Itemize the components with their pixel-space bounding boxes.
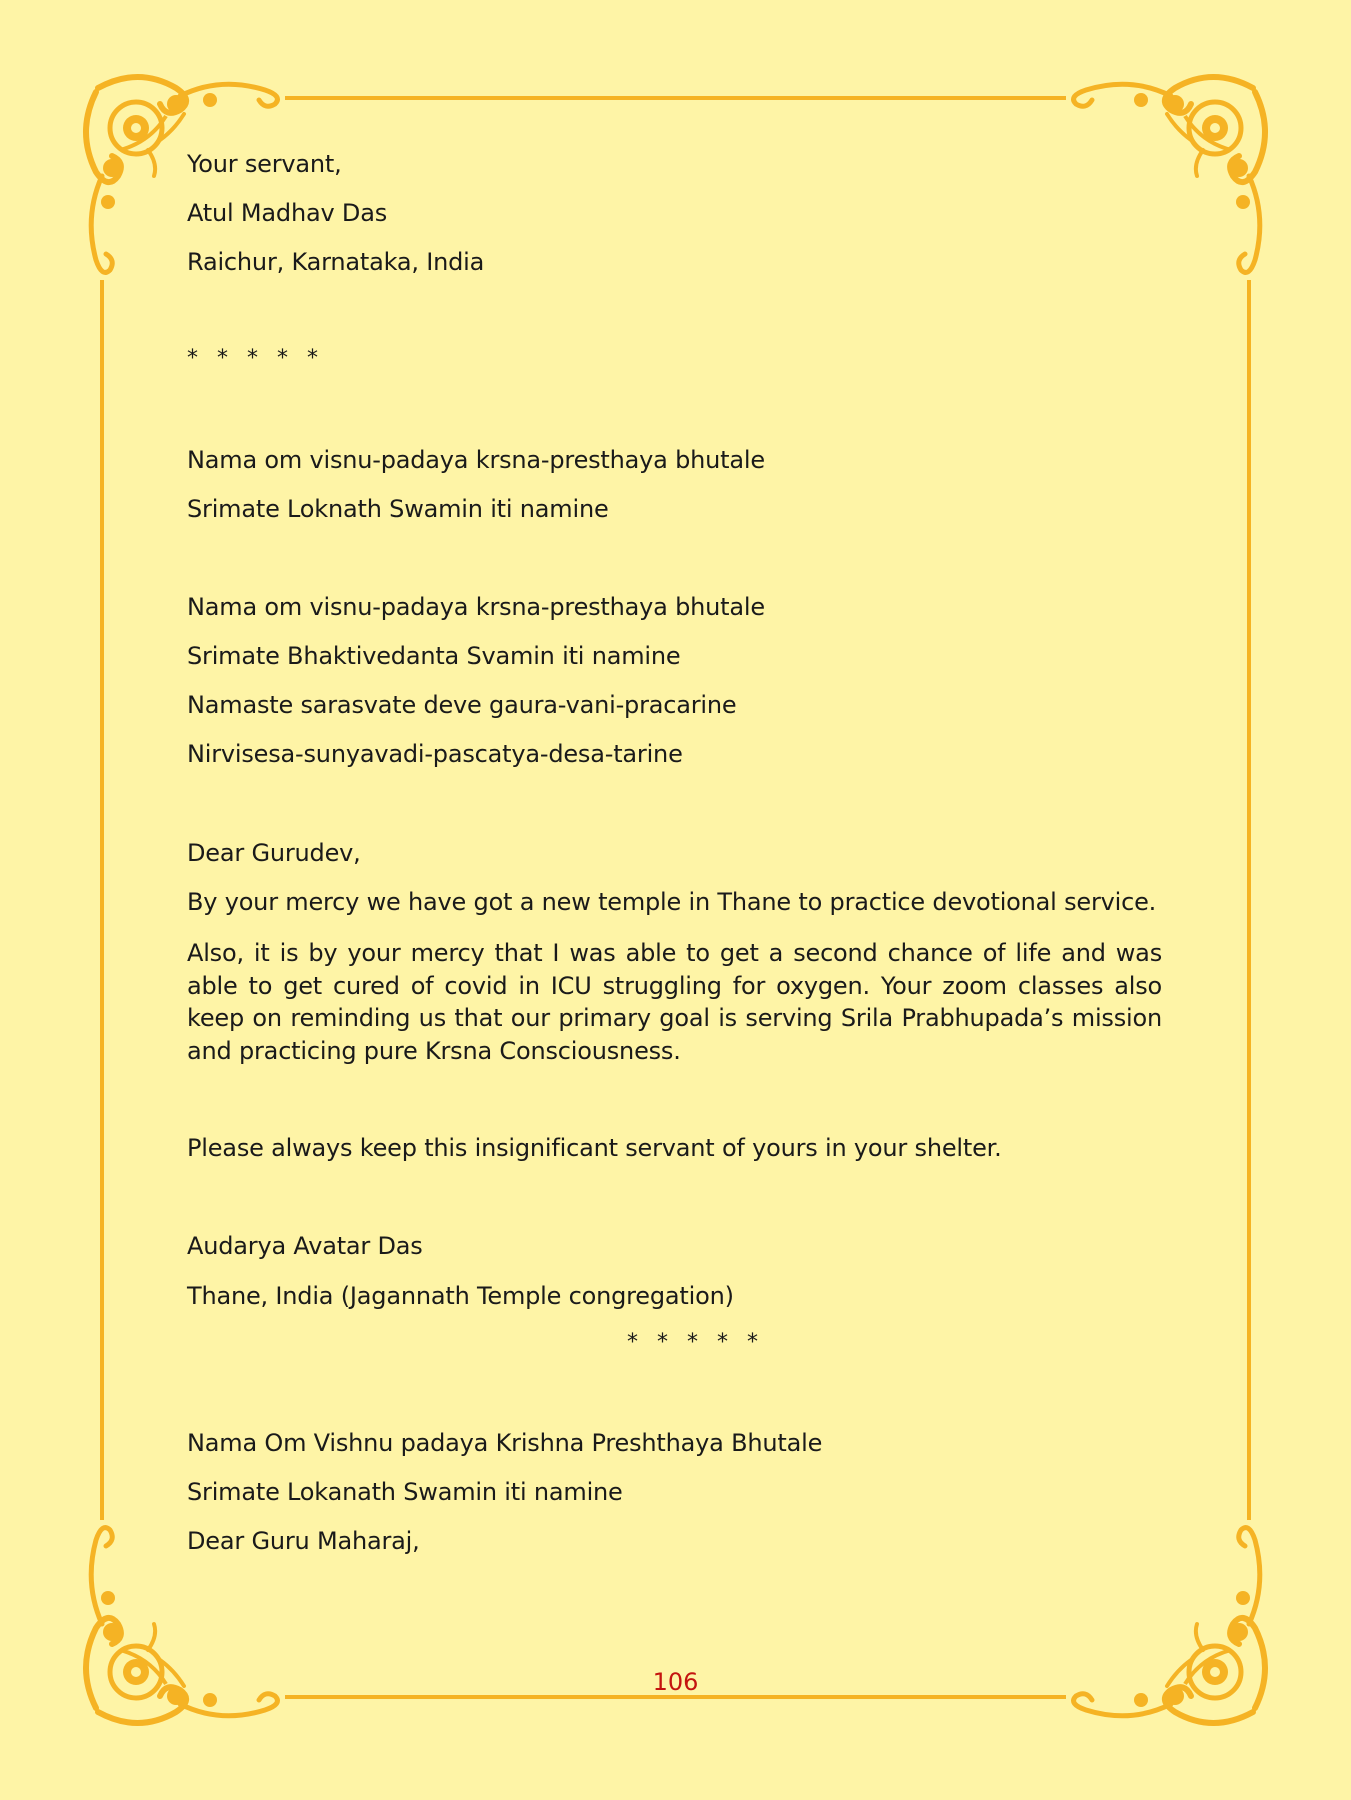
prayer-line: Srimate Bhaktivedanta Svamin iti namine [187, 642, 681, 670]
prayer-line: Nama om visnu-padaya krsna-presthaya bhutale [187, 446, 765, 474]
section-separator: * * * * * [627, 1330, 764, 1355]
letter-greeting: Dear Guru Maharaj, [187, 1527, 420, 1555]
page-number: 106 [652, 1668, 699, 1696]
letter-paragraph: By your mercy we have got a new temple in Thane to practice devotional service. [187, 888, 1157, 916]
signatory-name: Audarya Avatar Das [187, 1232, 423, 1260]
signatory-place: Raichur, Karnataka, India [187, 248, 485, 276]
signatory-place: Thane, India (Jagannath Temple congregation) [187, 1282, 734, 1310]
prayer-line: Srimate Loknath Swamin iti namine [187, 495, 609, 523]
prayer-line: Srimate Lokanath Swamin iti namine [187, 1478, 623, 1506]
prayer-line: Nirvisesa-sunyavadi-pascatya-desa-tarine [187, 740, 683, 768]
letter-paragraph: Please always keep this insignificant servant of yours in your shelter. [187, 1134, 1002, 1162]
closing-salutation: Your servant, [187, 150, 342, 178]
prayer-line: Namaste sarasvate deve gaura-vani-pracarine [187, 691, 737, 719]
prayer-line: Nama om visnu-padaya krsna-presthaya bhutale [187, 593, 765, 621]
signatory-name: Atul Madhav Das [187, 199, 388, 227]
letter-paragraph: Also, it is by your mercy that I was able to get a second chance of life and was able to get cured of covid in ICU struggling for oxygen. Your zoom classes also keep on reminding us that our primary goal is serving Srila Prabhupada’s mission and practicing pure Krsna Consciousness. [187, 939, 1162, 1065]
prayer-line: Nama Om Vishnu padaya Krishna Preshthaya Bhutale [187, 1429, 823, 1457]
letter-greeting: Dear Gurudev, [187, 839, 361, 867]
section-separator: * * * * * [187, 346, 324, 371]
